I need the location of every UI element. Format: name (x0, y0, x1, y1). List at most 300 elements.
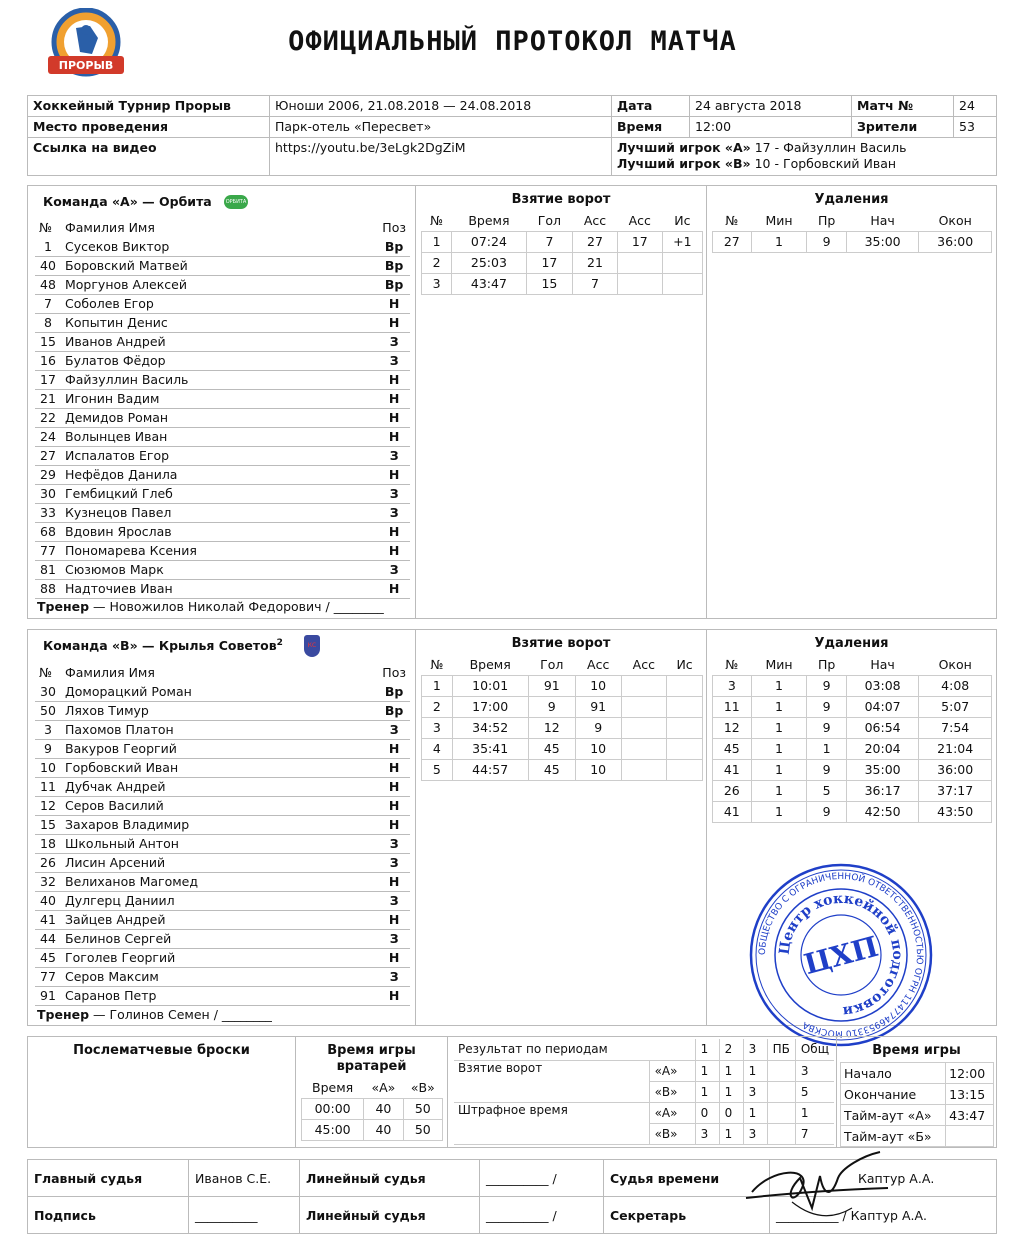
best-b-value: 10 - Горбовский Иван (754, 156, 897, 171)
blank (649, 1039, 695, 1060)
player-position: Н (378, 948, 410, 967)
player-row (35, 427, 410, 446)
player-name: Булатов Фёдор (61, 351, 378, 370)
game-time-value: 13:15 (946, 1084, 994, 1105)
player-position: З (378, 853, 410, 872)
period-value: 5 (795, 1081, 834, 1102)
player-name: Боровский Матвей (61, 256, 378, 275)
player-number: 29 (35, 465, 61, 484)
period-value: 1 (743, 1102, 767, 1123)
period-value (767, 1081, 795, 1102)
cell: 35:00 (846, 759, 919, 780)
penalty-row (713, 738, 992, 759)
svg-text:Центр хоккейной подготовки: Центр хоккейной подготовки (776, 890, 906, 1020)
period-value: 1 (795, 1102, 834, 1123)
period-value: 1 (695, 1060, 719, 1081)
cell: 20:04 (846, 738, 919, 759)
cell: 1 (751, 675, 807, 696)
team-a-goals-title: Взятие ворот (511, 192, 611, 207)
cell: 36:00 (919, 759, 992, 780)
team-a-penalties-panel (706, 185, 997, 619)
team-a-goals-table (421, 210, 703, 295)
cell: 11 (713, 696, 752, 717)
sign-value: __________ (189, 1197, 300, 1234)
player-position: Н (378, 739, 410, 758)
player-number: 50 (35, 701, 61, 720)
cell: 91 (528, 675, 575, 696)
game-time-row (841, 1105, 994, 1126)
player-name: Зайцев Андрей (61, 910, 378, 929)
team-short: «В» (649, 1123, 695, 1144)
cell: 9 (807, 759, 846, 780)
player-name: Саранов Петр (61, 986, 378, 1005)
player-name: Велиханов Магомед (61, 872, 378, 891)
cell: 43:50 (919, 801, 992, 822)
cell: 7 (526, 231, 572, 252)
period-col: 3 (743, 1039, 767, 1060)
player-row (35, 503, 410, 522)
player-number: 9 (35, 739, 61, 758)
col-header: Асс (575, 654, 621, 675)
col-header: Время (302, 1077, 364, 1098)
player-number: 77 (35, 967, 61, 986)
player-position: Вр (378, 237, 410, 256)
period-value: 0 (695, 1102, 719, 1123)
cell: 21 (573, 252, 618, 273)
player-number: 68 (35, 522, 61, 541)
player-number: 45 (35, 948, 61, 967)
col-header: Ис (662, 210, 702, 231)
cell: 40 (364, 1098, 403, 1119)
line-ref-label: Линейный судья (300, 1160, 480, 1197)
penalty-row (713, 780, 992, 801)
team-short: «А» (649, 1060, 695, 1081)
game-time-table (840, 1062, 994, 1147)
col-header: «А» (364, 1077, 403, 1098)
player-row (35, 910, 410, 929)
player-position: З (378, 503, 410, 522)
game-time-value (946, 1126, 994, 1147)
cell: 34:52 (452, 717, 528, 738)
player-row (35, 541, 410, 560)
video-link[interactable]: https://youtu.be/3eLgk2DgZiM (270, 138, 612, 176)
goal-row (422, 717, 703, 738)
period-value: 0 (719, 1102, 743, 1123)
team-a-title: Команда «А» — Орбита (43, 194, 212, 209)
cell: 06:54 (846, 717, 919, 738)
cell: 04:07 (846, 696, 919, 717)
player-number: 1 (35, 237, 61, 256)
player-name: Моргунов Алексей (61, 275, 378, 294)
player-number: 12 (35, 796, 61, 815)
best-a-value: 17 - Файзуллин Василь (754, 140, 907, 155)
player-row (35, 408, 410, 427)
player-number: 81 (35, 560, 61, 579)
cell: 10 (575, 738, 621, 759)
player-position: Н (378, 294, 410, 313)
time-label: Время (612, 117, 690, 138)
player-position: З (378, 446, 410, 465)
cell: +1 (662, 231, 702, 252)
col-header: Асс (621, 654, 667, 675)
cell: 1 (422, 675, 453, 696)
col-header: Пр (807, 654, 846, 675)
player-row (35, 351, 410, 370)
player-name: Файзуллин Василь (61, 370, 378, 389)
svg-text:ОБЩЕСТВО С ОГРАНИЧЕННОЙ ОТВЕТС: ОБЩЕСТВО С ОГРАНИЧЕННОЙ ОТВЕТСТВЕННОСТЬЮ ОГРН 1147746953310 МОСКВА (757, 871, 925, 1039)
svg-text:ЦХП: ЦХП (800, 929, 882, 982)
match-label: Матч № (852, 96, 954, 117)
player-position: Н (378, 910, 410, 929)
cell: 9 (807, 801, 846, 822)
cell: 4:08 (919, 675, 992, 696)
period-col: 2 (719, 1039, 743, 1060)
player-row (35, 853, 410, 872)
cell: 41 (713, 759, 752, 780)
signature (742, 1148, 892, 1230)
cell: 1 (751, 801, 807, 822)
periods-table (454, 1039, 834, 1145)
team-a-roster-panel (27, 185, 416, 619)
cell: 27 (573, 231, 618, 252)
penalty-row (713, 675, 992, 696)
cell: 17 (526, 252, 572, 273)
cell (621, 738, 667, 759)
cell: 9 (575, 717, 621, 738)
player-row (35, 929, 410, 948)
team-b-goals-table (421, 654, 703, 781)
cell: 91 (575, 696, 621, 717)
roster-col-header: Поз (382, 220, 406, 235)
player-position: Н (378, 777, 410, 796)
player-row (35, 758, 410, 777)
periods-panel (447, 1036, 837, 1148)
col-header: Ис (667, 654, 703, 675)
col-header: № (713, 210, 752, 231)
player-position: Н (378, 370, 410, 389)
time-value: 12:00 (690, 117, 852, 138)
cell: 37:17 (919, 780, 992, 801)
cell (662, 252, 702, 273)
cell: 1 (751, 738, 807, 759)
timekeeper-value: Каптур А.А. (770, 1160, 997, 1197)
player-row (35, 834, 410, 853)
player-name: Вакуров Георгий (61, 739, 378, 758)
periods-title: Результат по периодам (454, 1039, 649, 1060)
cell: 9 (807, 696, 846, 717)
goalie-time-title: Время игры вратарей (327, 1043, 416, 1074)
cell: 17 (617, 231, 662, 252)
roster-col-header: Фамилия Имя (65, 665, 155, 680)
secretary-label: Секретарь (604, 1197, 770, 1234)
player-name: Пахомов Платон (61, 720, 378, 739)
cell (667, 717, 703, 738)
player-position: З (378, 484, 410, 503)
period-col: 1 (695, 1039, 719, 1060)
cell (621, 717, 667, 738)
player-name: Копытин Денис (61, 313, 378, 332)
player-name: Сусеков Виктор (61, 237, 378, 256)
player-row (35, 986, 410, 1005)
player-name: Волынцев Иван (61, 427, 378, 446)
player-row (35, 522, 410, 541)
player-row (35, 484, 410, 503)
cell: 9 (528, 696, 575, 717)
col-header: Пр (807, 210, 846, 231)
secretary-value: __________ / Каптур А.А. (770, 1197, 997, 1234)
penalty-row (713, 696, 992, 717)
game-time-label: Тайм-аут «Б» (841, 1126, 946, 1147)
cell: 10 (575, 759, 621, 780)
period-value: 7 (795, 1123, 834, 1144)
col-header: Гол (528, 654, 575, 675)
col-header: Асс (573, 210, 618, 231)
player-name: Дулгерц Даниил (61, 891, 378, 910)
periods-row-label: Штрафное время (454, 1102, 649, 1144)
periods-row (454, 1102, 834, 1123)
player-position: З (378, 351, 410, 370)
player-number: 21 (35, 389, 61, 408)
tournament-logo (42, 8, 130, 80)
period-value: 1 (719, 1081, 743, 1102)
col-header: Асс (617, 210, 662, 231)
player-row (35, 682, 410, 701)
team-b-penalties-title: Удаления (814, 636, 889, 651)
best-players (612, 138, 997, 176)
player-row (35, 872, 410, 891)
col-header: № (422, 210, 452, 231)
player-number: 17 (35, 370, 61, 389)
penalty-row (713, 231, 992, 252)
video-label: Ссылка на видео (28, 138, 270, 176)
match-value: 24 (954, 96, 997, 117)
player-position: Н (378, 579, 410, 598)
period-value: 3 (743, 1123, 767, 1144)
cell (667, 759, 703, 780)
cell: 26 (713, 780, 752, 801)
svg-text:ПРОРЫВ: ПРОРЫВ (58, 59, 114, 72)
cell: 00:00 (302, 1098, 364, 1119)
cell: 27 (713, 231, 752, 252)
player-name: Пономарева Ксения (61, 541, 378, 560)
player-position: З (378, 834, 410, 853)
cell: 17:00 (452, 696, 528, 717)
line-ref-value: __________ / (480, 1160, 604, 1197)
cell: 50 (403, 1098, 442, 1119)
player-name: Вдовин Ярослав (61, 522, 378, 541)
period-value: 3 (743, 1081, 767, 1102)
player-number: 32 (35, 872, 61, 891)
game-time-row (841, 1084, 994, 1105)
col-header: Мин (751, 210, 807, 231)
team-b-goals-panel (415, 629, 707, 1026)
player-row (35, 739, 410, 758)
player-number: 11 (35, 777, 61, 796)
cell (621, 759, 667, 780)
game-time-label: Тайм-аут «А» (841, 1105, 946, 1126)
official-stamp (748, 862, 934, 1048)
team-a-coach: Тренер — Новожилов Николай Федорович / ________ (37, 599, 384, 614)
spectators-label: Зрители (852, 117, 954, 138)
cell: 45:00 (302, 1119, 364, 1140)
periods-header (454, 1039, 834, 1060)
cell: 45 (528, 738, 575, 759)
cell: 9 (807, 675, 846, 696)
player-row (35, 891, 410, 910)
player-row (35, 294, 410, 313)
player-name: Захаров Владимир (61, 815, 378, 834)
player-position: Н (378, 796, 410, 815)
head-ref-value: Иванов С.Е. (189, 1160, 300, 1197)
cell: 7 (573, 273, 618, 294)
col-header: Время (452, 654, 528, 675)
cell: 10:01 (452, 675, 528, 696)
col-header: № (422, 654, 453, 675)
goal-row (422, 738, 703, 759)
player-position: Н (378, 427, 410, 446)
player-position: З (378, 891, 410, 910)
player-row (35, 796, 410, 815)
player-position: Вр (378, 256, 410, 275)
cell (621, 675, 667, 696)
player-name: Доморацкий Роман (61, 682, 378, 701)
cell: 42:50 (846, 801, 919, 822)
player-position: Н (378, 541, 410, 560)
team-b-goals-title: Взятие ворот (511, 636, 611, 651)
player-number: 24 (35, 427, 61, 446)
player-position: Н (378, 986, 410, 1005)
game-time-value: 43:47 (946, 1105, 994, 1126)
cell: 7:54 (919, 717, 992, 738)
period-value: 1 (719, 1123, 743, 1144)
period-value: 3 (795, 1060, 834, 1081)
player-position: Н (378, 522, 410, 541)
cell: 1 (751, 717, 807, 738)
goal-row (422, 696, 703, 717)
tournament-label: Хоккейный Турнир Прорыв (28, 96, 270, 117)
team-a-penalties-title: Удаления (814, 192, 889, 207)
player-number: 15 (35, 332, 61, 351)
player-name: Ляхов Тимур (61, 701, 378, 720)
cell (621, 696, 667, 717)
player-position: Н (378, 758, 410, 777)
roster-header (35, 663, 410, 682)
timekeeper-label: Судья времени (604, 1160, 770, 1197)
player-row (35, 446, 410, 465)
player-number: 3 (35, 720, 61, 739)
goal-row (422, 273, 703, 294)
player-row (35, 948, 410, 967)
player-number: 7 (35, 294, 61, 313)
cell (617, 273, 662, 294)
roster-col-header: № (39, 220, 53, 235)
team-b-title: Команда «В» — Крылья Советов$^2$ (43, 638, 283, 654)
player-number: 77 (35, 541, 61, 560)
player-row (35, 560, 410, 579)
player-row (35, 967, 410, 986)
player-position: Н (378, 872, 410, 891)
goalie-time-row-header (302, 1077, 443, 1098)
team-b-penalties-table (712, 654, 992, 823)
player-number: 18 (35, 834, 61, 853)
penalty-row (713, 759, 992, 780)
cell: 12 (713, 717, 752, 738)
player-number: 40 (35, 256, 61, 275)
player-position: Вр (378, 275, 410, 294)
player-row (35, 701, 410, 720)
player-position: Н (378, 313, 410, 332)
player-name: Надточиев Иван (61, 579, 378, 598)
cell: 35:41 (452, 738, 528, 759)
cell: 50 (403, 1119, 442, 1140)
cell: 36:00 (919, 231, 992, 252)
game-time-row (841, 1126, 994, 1147)
cell (667, 738, 703, 759)
player-number: 27 (35, 446, 61, 465)
player-row (35, 313, 410, 332)
player-name: Соболев Егор (61, 294, 378, 313)
player-name: Горбовский Иван (61, 758, 378, 777)
goalie-time-table (301, 1077, 443, 1141)
team-a-goals-panel (415, 185, 707, 619)
col-header: Гол (526, 210, 572, 231)
col-header: Окон (919, 654, 992, 675)
game-time-label: Начало (841, 1063, 946, 1084)
cell: 07:24 (452, 231, 527, 252)
date-value: 24 августа 2018 (690, 96, 852, 117)
player-row (35, 332, 410, 351)
game-time-title: Время игры (872, 1043, 961, 1058)
player-number: 10 (35, 758, 61, 777)
player-name: Кузнецов Павел (61, 503, 378, 522)
venue-label: Место проведения (28, 117, 270, 138)
venue-value: Парк-отель «Пересвет» (270, 117, 612, 138)
player-number: 26 (35, 853, 61, 872)
player-number: 30 (35, 484, 61, 503)
cell: 12 (528, 717, 575, 738)
player-row (35, 237, 410, 256)
team-b-logo: КС (304, 635, 320, 657)
player-number: 33 (35, 503, 61, 522)
player-name: Лисин Арсений (61, 853, 378, 872)
team-b-roster-panel (27, 629, 416, 1026)
team-b-coach: Тренер — Голинов Семен / ________ (37, 1007, 272, 1022)
game-time-label: Окончание (841, 1084, 946, 1105)
best-b-label: Лучший игрок «В» (617, 156, 751, 171)
penalty-row-header (713, 210, 992, 231)
player-number: 30 (35, 682, 61, 701)
player-name: Гоголев Георгий (61, 948, 378, 967)
period-value: 1 (695, 1081, 719, 1102)
player-row (35, 275, 410, 294)
period-value: 1 (719, 1060, 743, 1081)
player-number: 88 (35, 579, 61, 598)
player-number: 8 (35, 313, 61, 332)
player-position: З (378, 332, 410, 351)
head-ref-label: Главный судья (28, 1160, 189, 1197)
player-name: Игонин Вадим (61, 389, 378, 408)
date-label: Дата (612, 96, 690, 117)
cell (667, 675, 703, 696)
game-time-row (841, 1063, 994, 1084)
tournament-value: Юноши 2006, 21.08.2018 — 24.08.2018 (270, 96, 612, 117)
cell: 3 (422, 717, 453, 738)
player-row (35, 256, 410, 275)
player-name: Сюзюмов Марк (61, 560, 378, 579)
line-ref2-value: __________ / (480, 1197, 604, 1234)
player-position: Н (378, 815, 410, 834)
player-row (35, 579, 410, 598)
